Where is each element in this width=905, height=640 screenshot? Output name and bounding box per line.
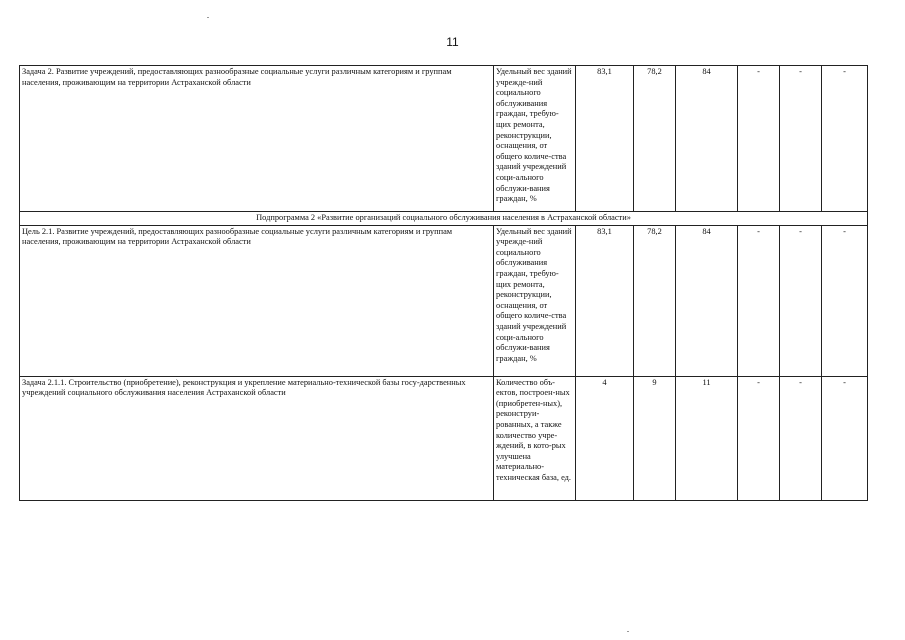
value-cell: 78,2 xyxy=(634,225,676,376)
value-cell: 11 xyxy=(676,376,738,500)
table-row xyxy=(20,66,868,212)
value-cell: - xyxy=(822,66,868,212)
subprogram-heading: Подпрограмма 2 «Развитие организаций социального обслуживания населения в Астраханской области» xyxy=(20,212,868,226)
value-cell: 84 xyxy=(676,225,738,376)
value-cell: - xyxy=(822,225,868,376)
indicator-text: Удельный вес зданий учрежде-ний социального обслуживания граждан, требую-щих ремонта, реконструкции, оснащения, от общего количе-ства зданий учреждений соци-ального обслужи-вания граждан, % xyxy=(494,66,576,212)
table-row xyxy=(20,225,868,376)
table-row xyxy=(20,376,868,500)
value-cell: - xyxy=(780,225,822,376)
indicator-text: Удельный вес зданий учрежде-ний социального обслуживания граждан, требую-щих ремонта, реконструкции, оснащения, от общего количе-ства зданий учреждений соци-ального обслужи-вания граждан, % xyxy=(494,225,576,376)
value-cell: 83,1 xyxy=(576,225,634,376)
scan-speck xyxy=(207,17,209,18)
goal-name: Цель 2.1. Развитие учреждений, предоставляющих разнообразные социальные услуги различным категориям и группам населения, проживающим на территории Астраханской области xyxy=(20,225,494,376)
value-cell: 84 xyxy=(676,66,738,212)
value-cell: 83,1 xyxy=(576,66,634,212)
value-cell: 9 xyxy=(634,376,676,500)
task-name: Задача 2.1.1. Строительство (приобретение), реконструкция и укрепление материально-технической базы госу-дарственных учреждений социального обслуживания населения Астраханской области xyxy=(20,376,494,500)
value-cell: 4 xyxy=(576,376,634,500)
indicator-text: Количество объ-ектов, построен-ных (приобретен-ных), реконструи-рованных, а также количество учре-ждений, в кото-рых улучшена материально-техническая база, ед. xyxy=(494,376,576,500)
value-cell: - xyxy=(822,376,868,500)
value-cell: 78,2 xyxy=(634,66,676,212)
value-cell: - xyxy=(738,225,780,376)
value-cell: - xyxy=(738,66,780,212)
scan-speck xyxy=(627,631,629,632)
page-number: 11 xyxy=(446,35,459,49)
value-cell: - xyxy=(780,376,822,500)
indicators-table xyxy=(19,65,868,501)
subprogram-row xyxy=(20,212,868,226)
value-cell: - xyxy=(738,376,780,500)
value-cell: - xyxy=(780,66,822,212)
task-name: Задача 2. Развитие учреждений, предоставляющих разнообразные социальные услуги различным категориям и группам населения, проживающим на территории Астраханской области xyxy=(20,66,494,212)
